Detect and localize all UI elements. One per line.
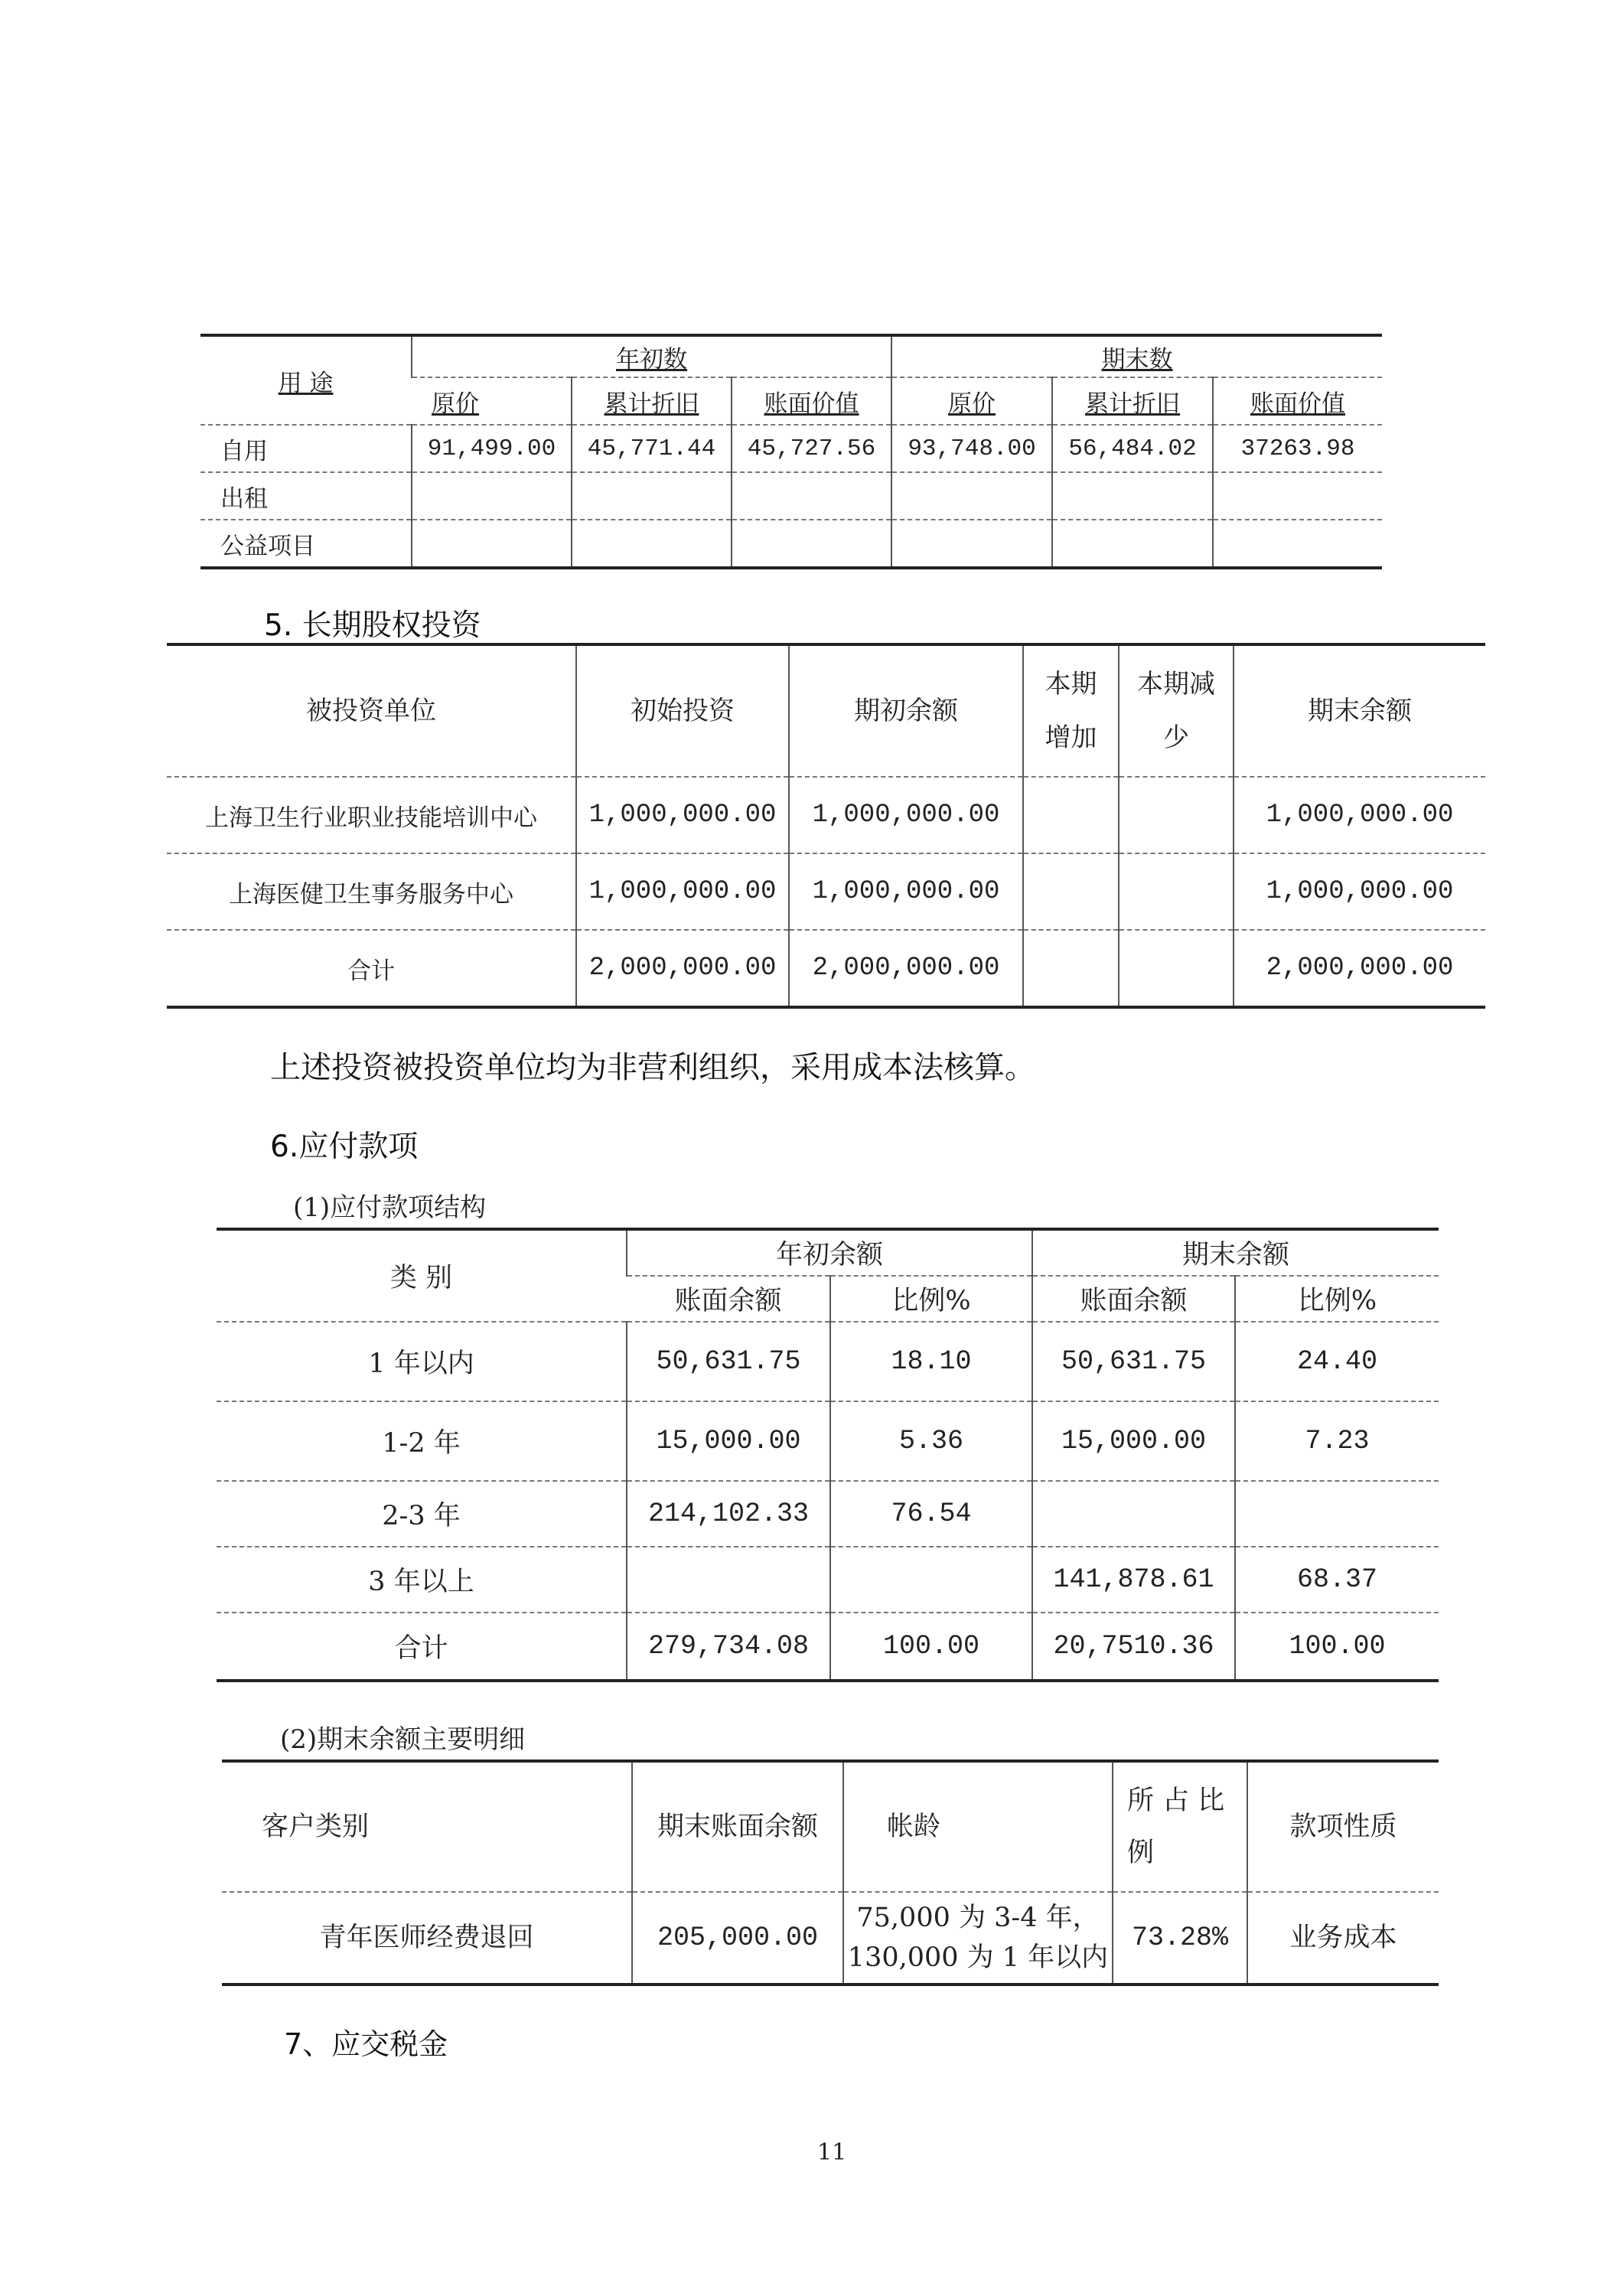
cell	[572, 472, 732, 520]
header-ratio: 比例%	[830, 1276, 1032, 1322]
cell: 214,102.33	[627, 1481, 830, 1547]
cell: 1,000,000.00	[789, 853, 1023, 930]
category: 3 年以上	[217, 1547, 627, 1613]
header-aging: 帐龄	[843, 1761, 1113, 1892]
header-begin-balance: 期初余额	[789, 644, 1023, 777]
cell: 7.23	[1235, 1401, 1439, 1481]
header-nature: 款项性质	[1247, 1761, 1439, 1892]
header-end-period: 期末数	[891, 335, 1382, 377]
cell: 1,000,000.00	[576, 853, 789, 930]
header-book-value: 账面价值	[732, 377, 891, 425]
cell	[891, 472, 1052, 520]
cell: 2,000,000.00	[576, 930, 789, 1007]
header-initial: 初始投资	[576, 644, 789, 777]
table-row	[167, 853, 1485, 930]
cell: 68.37	[1235, 1547, 1439, 1613]
cell	[1119, 777, 1234, 853]
header-unit: 被投资单位	[167, 644, 576, 777]
cell	[412, 520, 572, 568]
row-label: 公益项目	[220, 532, 315, 560]
page-number: 11	[817, 2139, 847, 2166]
cell	[1032, 1481, 1235, 1547]
table-row	[200, 472, 1382, 520]
cell: 205,000.00	[632, 1892, 843, 1985]
cell: 50,631.75	[627, 1322, 830, 1401]
table-row	[167, 930, 1485, 1007]
table-row	[167, 777, 1485, 853]
cell: 73.28%	[1113, 1892, 1247, 1985]
cell: 20,7510.36	[1032, 1613, 1235, 1681]
section6-sub1-title: (1)应付款项结构	[293, 1192, 487, 1223]
section6-title: 6.应付款项	[270, 1130, 419, 1164]
payables-detail-table	[222, 1760, 1439, 1986]
category: 2-3 年	[217, 1481, 627, 1547]
cell: 100.00	[830, 1613, 1032, 1681]
header-original: 原价	[412, 377, 572, 425]
cell: 279,734.08	[627, 1613, 830, 1681]
customer: 青年医师经费退回	[319, 1923, 534, 1953]
section6-sub2-title: (2)期末余额主要明细	[280, 1724, 526, 1755]
cell	[1213, 472, 1382, 520]
cell	[572, 520, 732, 568]
cell	[732, 472, 891, 520]
payables-structure-table	[217, 1228, 1439, 1682]
table-row	[217, 1401, 1439, 1481]
cell	[1213, 520, 1382, 568]
cell: 91,499.00	[412, 425, 572, 472]
header-depreciation: 累计折旧	[1052, 377, 1213, 425]
header-original: 原价	[891, 377, 1052, 425]
table-row	[217, 1613, 1439, 1681]
cell	[1119, 853, 1234, 930]
cell: 45,727.56	[732, 425, 891, 472]
cell	[1052, 520, 1213, 568]
category: 1 年以内	[217, 1322, 627, 1401]
cell	[1119, 930, 1234, 1007]
cell: 1,000,000.00	[576, 777, 789, 853]
unit-name: 上海卫生行业职业技能培训中心	[167, 777, 576, 853]
category: 1-2 年	[217, 1401, 627, 1481]
cell	[891, 520, 1052, 568]
cell: 56,484.02	[1052, 425, 1213, 472]
cell: 15,000.00	[627, 1401, 830, 1481]
cell: 15,000.00	[1032, 1401, 1235, 1481]
header-book-value: 账面价值	[1213, 377, 1382, 425]
unit-name: 上海医健卫生事务服务中心	[167, 853, 576, 930]
header-increase: 本期 增加	[1023, 644, 1119, 777]
table-row	[217, 1322, 1439, 1401]
header-end-balance: 期末余额	[1234, 644, 1485, 777]
header-book-balance: 账面余额	[1032, 1276, 1235, 1322]
header-begin-year: 年初数	[412, 335, 891, 377]
row-label: 自用	[200, 425, 412, 472]
section5-note: 上述投资被投资单位均为非营利组织，采用成本法核算。	[270, 1050, 1035, 1085]
cell: 业务成本	[1247, 1892, 1439, 1985]
header-customer: 客户类别	[222, 1761, 632, 1892]
header-ratio: 比例%	[1235, 1276, 1439, 1322]
cell: 2,000,000.00	[789, 930, 1023, 1007]
cell: 18.10	[830, 1322, 1032, 1401]
cell: 50,631.75	[1032, 1322, 1235, 1401]
section5-title: 5. 长期股权投资	[264, 608, 481, 643]
cell: 141,878.61	[1032, 1547, 1235, 1613]
equity-investment-table	[167, 643, 1485, 1009]
header-decrease: 本期减 少	[1119, 644, 1234, 777]
header-use: 用 途	[200, 335, 412, 425]
cell	[627, 1547, 830, 1613]
cell: 45,771.44	[572, 425, 732, 472]
cell	[1023, 853, 1119, 930]
header-category: 类 别	[217, 1229, 627, 1322]
category: 合计	[394, 1633, 448, 1664]
table-row	[217, 1481, 1439, 1547]
cell: 2,000,000.00	[1234, 930, 1485, 1007]
unit-name: 合计	[347, 957, 395, 985]
header-begin-balance: 年初余额	[627, 1229, 1032, 1276]
table-row	[200, 520, 1382, 568]
aging: 75,000 为 3-4 年， 130,000 为 1 年以内	[843, 1892, 1113, 1985]
header-book-balance: 账面余额	[627, 1276, 830, 1322]
cell: 5.36	[830, 1401, 1032, 1481]
header-end-book: 期末账面余额	[632, 1761, 843, 1892]
cell	[1023, 930, 1119, 1007]
cell: 1,000,000.00	[1234, 853, 1485, 930]
cell	[1023, 777, 1119, 853]
cell	[732, 520, 891, 568]
cell	[412, 472, 572, 520]
cell: 1,000,000.00	[1234, 777, 1485, 853]
table-row	[222, 1892, 1439, 1985]
header-depreciation: 累计折旧	[572, 377, 732, 425]
section7-title: 7、应交税金	[284, 2027, 448, 2061]
table-row	[217, 1547, 1439, 1613]
cell: 76.54	[830, 1481, 1032, 1547]
cell	[830, 1547, 1032, 1613]
cell: 1,000,000.00	[789, 777, 1023, 853]
cell: 24.40	[1235, 1322, 1439, 1401]
cell: 100.00	[1235, 1613, 1439, 1681]
cell	[1235, 1481, 1439, 1547]
header-share: 所 占 比 例	[1113, 1761, 1247, 1892]
header-end-balance: 期末余额	[1032, 1229, 1439, 1276]
usage-table	[200, 334, 1382, 569]
cell: 37263.98	[1213, 425, 1382, 472]
cell	[1052, 472, 1213, 520]
table-row	[200, 425, 1382, 472]
cell: 93,748.00	[891, 425, 1052, 472]
row-label: 出租	[200, 472, 412, 520]
